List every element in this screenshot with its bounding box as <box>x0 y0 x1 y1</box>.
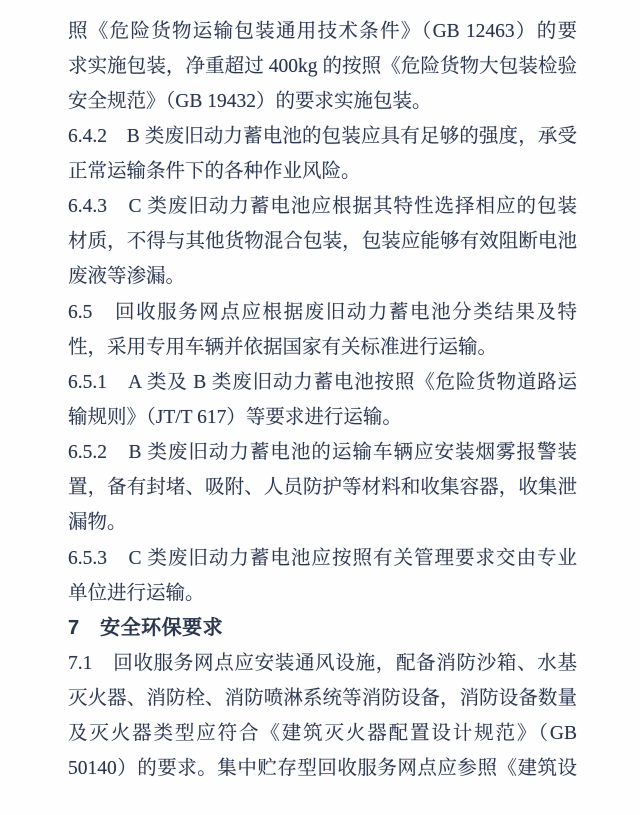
document-line: 6.5 回收服务网点应根据废旧动力蓄电池分类结果及特 <box>68 301 577 323</box>
document-line: 6.5.2 B 类废旧动力蓄电池的运输车辆应安装烟雾报警装 <box>68 442 577 464</box>
text-block <box>68 14 577 787</box>
document-line: 正常运输条件下的各种作业风险。 <box>68 161 361 183</box>
document-line: 材质，不得与其他货物混合包装，包装应能够有效阻断电池 <box>68 231 577 253</box>
document-line: 安全规范》（GB 19432）的要求实施包装。 <box>68 90 432 112</box>
document-line: 50140）的要求。集中贮存型回收服务网点应参照《建筑设 <box>68 758 577 780</box>
document-line: 及灭火器类型应符合《建筑灭火器配置设计规范》（GB <box>68 723 577 745</box>
document-line: 6.5.1 A 类及 B 类废旧动力蓄电池按照《危险货物道路运 <box>68 371 577 393</box>
document-line: 7.1 回收服务网点应安装通风设施，配备消防沙箱、水基 <box>68 653 577 675</box>
document-line: 置，备有封堵、吸附、人员防护等材料和收集容器，收集泄 <box>68 477 577 499</box>
document-line: 输规则》（JT/T 617）等要求进行运输。 <box>68 407 402 429</box>
document-line: 6.4.2 B 类废旧动力蓄电池的包装应具有足够的强度，承受 <box>68 125 577 147</box>
document-line: 废液等渗漏。 <box>68 266 186 288</box>
document-line: 6.5.3 C 类废旧动力蓄电池应按照有关管理要求交由专业 <box>68 547 577 569</box>
document-line: 6.4.3 C 类废旧动力蓄电池应根据其特性选择相应的包装 <box>68 196 577 218</box>
document-line: 照《危险货物运输包装通用技术条件》（GB 12463）的要 <box>68 20 577 42</box>
section-heading: 7 安全环保要求 <box>68 616 224 639</box>
document-line: 求实施包装，净重超过 400kg 的按照《危险货物大包装检验 <box>68 55 577 77</box>
document-line: 性，采用专用车辆并依据国家有关标准进行运输。 <box>68 336 498 358</box>
document-line: 灭火器、消防栓、消防喷淋系统等消防设备，消防设备数量 <box>68 688 577 710</box>
document-line: 漏物。 <box>68 512 127 534</box>
document-line: 单位进行运输。 <box>68 582 205 604</box>
